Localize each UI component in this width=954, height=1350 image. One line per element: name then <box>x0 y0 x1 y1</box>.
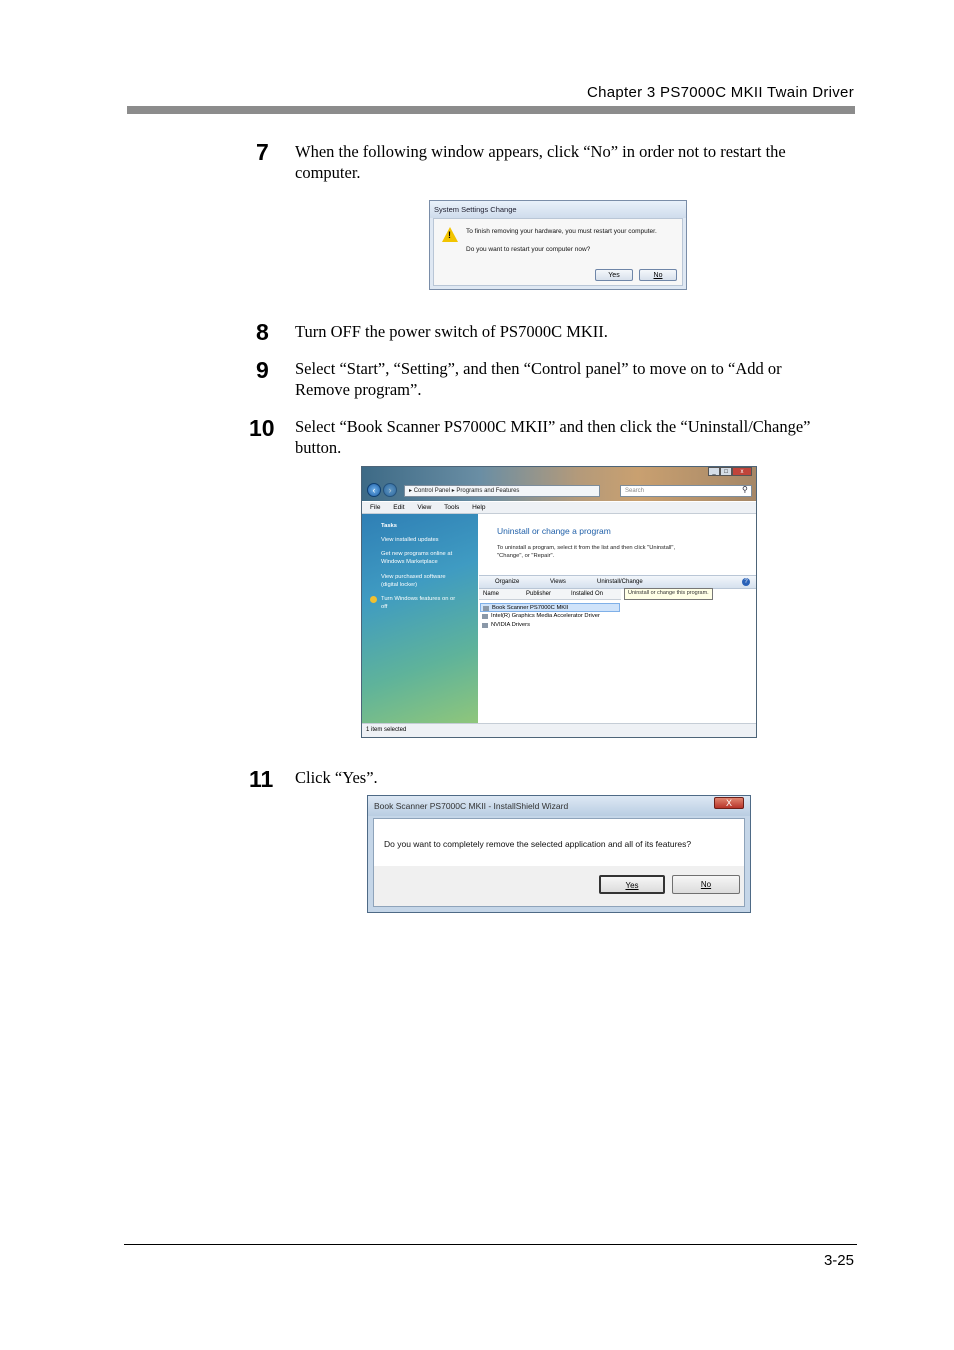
main-pane <box>479 514 756 723</box>
dialog-title: Book Scanner PS7000C MKII - InstallShield Wizard <box>368 796 750 816</box>
view-purchased-software-link[interactable]: View purchased software <box>381 574 446 580</box>
dialog-message: Do you want to completely remove the selected application and all of its features? <box>384 839 692 849</box>
step-line: Turn OFF the power switch of PS7000C MKII. <box>295 322 608 341</box>
no-button[interactable]: No <box>672 875 740 894</box>
organize-button[interactable]: Organize <box>495 579 520 585</box>
warning-icon: ! <box>442 227 458 242</box>
dialog-body <box>373 818 745 907</box>
menu-tools[interactable]: Tools <box>444 504 460 511</box>
menu-help[interactable]: Help <box>472 504 486 511</box>
installshield-wizard-dialog <box>367 795 751 913</box>
page-description <box>497 544 675 560</box>
forward-arrow-icon[interactable]: › <box>383 483 397 497</box>
program-icon <box>482 614 488 619</box>
step-line: When the following window appears, click “No” in order not to restart the <box>295 142 786 161</box>
menu-file[interactable]: File <box>370 504 381 511</box>
program-name: Intel(R) Graphics Media Accelerator Driver <box>491 613 600 619</box>
breadcrumb-control-panel[interactable]: Control Panel <box>413 488 451 494</box>
description-line: To uninstall a program, select it from the list and then click "Uninstall", <box>497 545 676 551</box>
step-text-10 <box>295 416 855 458</box>
program-name: NVIDIA Drivers <box>491 622 530 628</box>
step-text-8 <box>295 321 855 342</box>
breadcrumb-programs-and-features[interactable]: Programs and Features <box>456 488 520 494</box>
page-title: Uninstall or change a program <box>497 526 611 536</box>
step-line: computer. <box>295 163 361 182</box>
toolbar <box>479 575 756 589</box>
windows-features-link-line2[interactable]: off <box>381 604 388 610</box>
step-text-7 <box>295 141 855 183</box>
get-new-programs-link-line2[interactable]: Windows Marketplace <box>381 559 438 565</box>
get-new-programs-link[interactable]: Get new programs online at <box>381 551 453 557</box>
step-line: Remove program”. <box>295 380 422 399</box>
step-line: Select “Book Scanner PS7000C MKII” and then click the “Uninstall/Change” <box>295 417 811 436</box>
step-number-7: 7 <box>256 139 269 165</box>
window-titlebar <box>362 467 756 501</box>
chapter-header: Chapter 3 PS7000C MKII Twain Driver <box>586 84 854 101</box>
step-number-9: 9 <box>256 357 269 383</box>
close-icon[interactable]: x <box>732 467 752 476</box>
status-bar: 1 item selected <box>362 723 756 737</box>
windows-features-link[interactable]: Turn Windows features on or <box>381 596 456 602</box>
yes-button[interactable]: Yes <box>595 269 633 281</box>
column-name[interactable]: Name <box>483 591 500 597</box>
step-line: Select “Start”, “Setting”, and then “Control panel” to move on to “Add or <box>295 359 782 378</box>
help-icon[interactable]: ? <box>742 578 750 586</box>
uninstall-tooltip: Uninstall or change this program. <box>624 588 713 600</box>
step-line: Click “Yes”. <box>295 768 378 787</box>
shield-icon <box>370 596 377 603</box>
minimize-icon[interactable]: _ <box>708 467 720 476</box>
page-number: 3-25 <box>823 1252 854 1269</box>
task-sidebar <box>362 514 478 723</box>
tasks-heading: Tasks <box>381 523 398 529</box>
step-number-11: 11 <box>249 766 274 792</box>
header-rule <box>127 106 855 114</box>
menu-bar <box>362 502 756 514</box>
step-number-10: 10 <box>249 415 275 441</box>
view-installed-updates-link[interactable]: View installed updates <box>381 537 439 543</box>
menu-edit[interactable]: Edit <box>393 504 405 511</box>
no-button[interactable]: No <box>639 269 677 281</box>
address-bar[interactable]: ▸ Control Panel ▸ Programs and Features <box>404 485 600 497</box>
step-text-9 <box>295 358 855 400</box>
programs-and-features-window <box>361 466 757 738</box>
back-arrow-icon[interactable]: ‹ <box>367 483 381 497</box>
dialog-title: System Settings Change <box>430 201 686 218</box>
uninstall-change-button[interactable]: Uninstall/Change <box>597 579 643 585</box>
step-line: button. <box>295 438 342 457</box>
column-installed-on[interactable]: Installed On <box>571 591 604 597</box>
program-row[interactable] <box>480 621 530 630</box>
program-icon <box>483 606 489 611</box>
search-icon[interactable]: ⚲ <box>742 485 748 494</box>
view-purchased-software-link-line2[interactable]: (digital locker) <box>381 582 418 588</box>
close-icon[interactable]: X <box>714 797 744 809</box>
window-controls <box>708 467 752 476</box>
yes-button[interactable]: Yes <box>599 875 665 894</box>
description-line: "Change", or "Repair". <box>497 553 555 559</box>
step-text-11 <box>295 767 855 788</box>
program-icon <box>482 623 488 628</box>
views-button[interactable]: Views <box>550 579 566 585</box>
dialog-question: Do you want to restart your computer now? <box>466 246 591 253</box>
footer-rule <box>124 1244 857 1245</box>
dialog-body <box>433 218 683 286</box>
program-name: Book Scanner PS7000C MKII <box>492 605 569 611</box>
program-row[interactable] <box>480 603 620 612</box>
program-row[interactable] <box>480 612 600 621</box>
dialog-button-area <box>374 866 744 906</box>
system-settings-change-dialog <box>429 200 687 290</box>
maximize-icon[interactable]: □ <box>720 467 732 476</box>
search-input[interactable]: Search <box>620 485 752 497</box>
column-headers <box>479 589 621 600</box>
column-publisher[interactable]: Publisher <box>526 591 552 597</box>
step-number-8: 8 <box>256 319 269 345</box>
menu-view[interactable]: View <box>417 504 432 511</box>
dialog-message: To finish removing your hardware, you must restart your computer. <box>466 228 657 235</box>
